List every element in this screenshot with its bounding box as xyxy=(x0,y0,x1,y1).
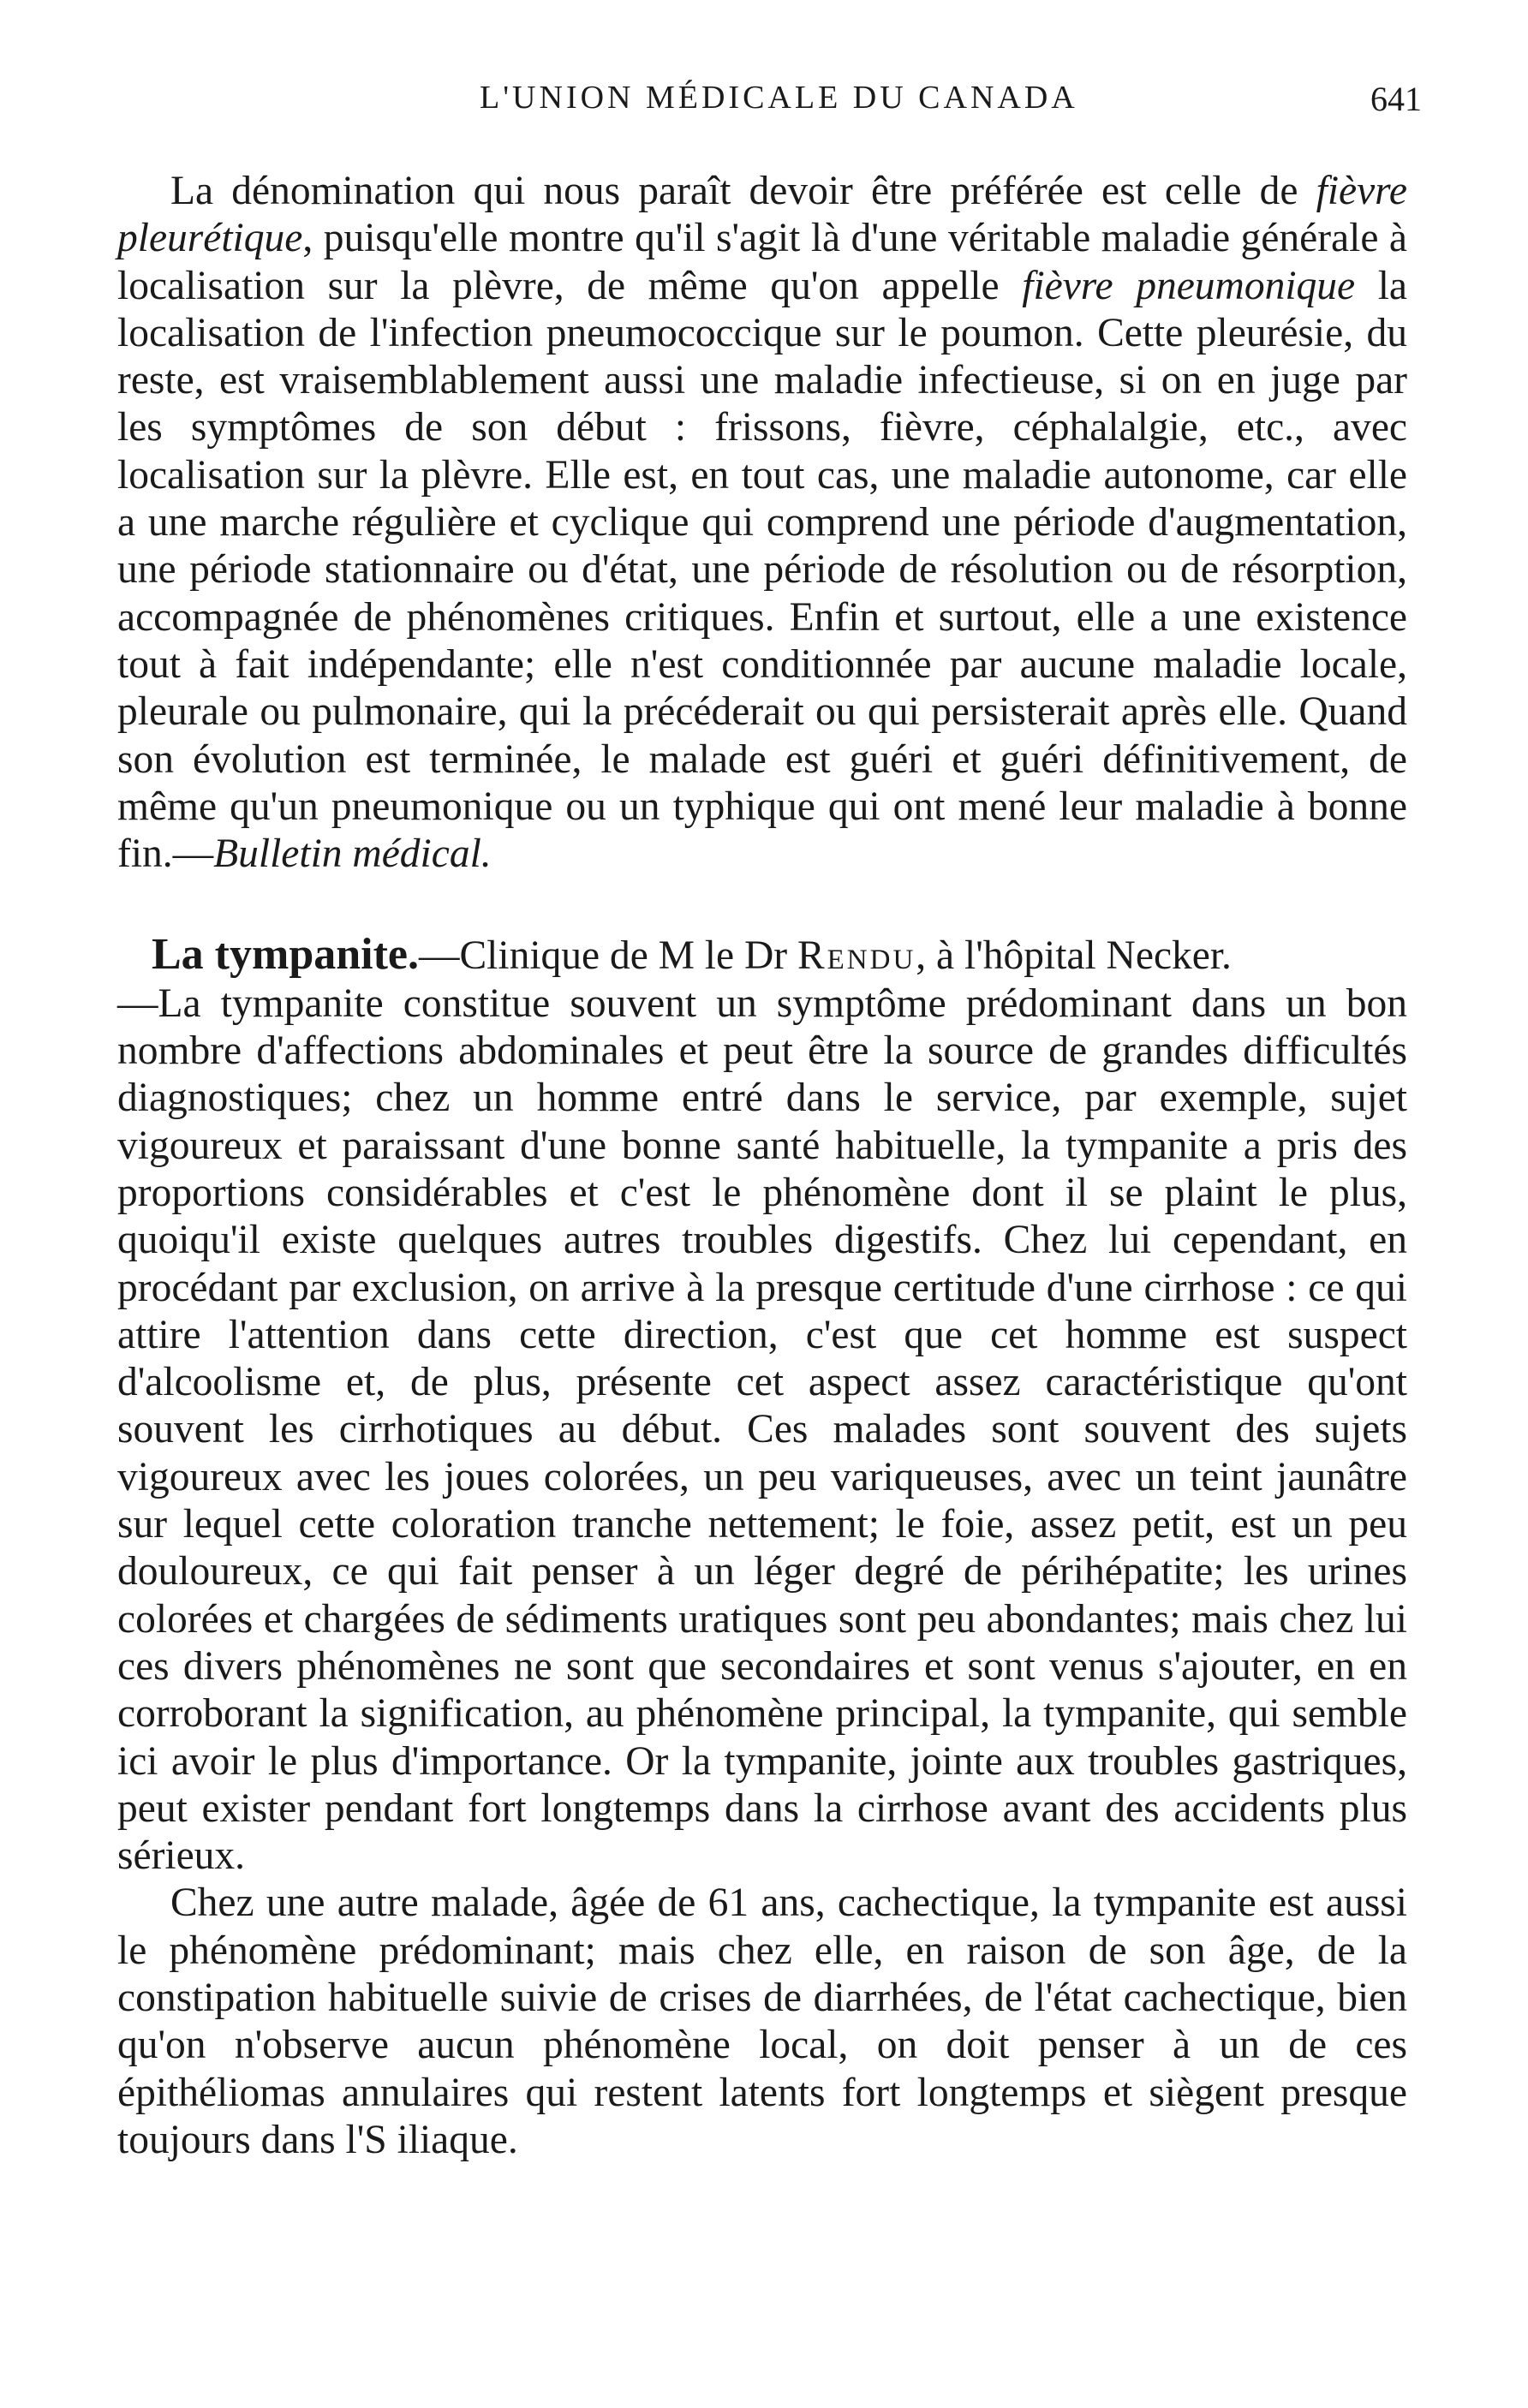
article1-text-c: la localisation de l'infection pneumococcique sur le poumon. Cette pleurésie, du reste, est vraisemblablement aussi une maladie infectieuse, si on en juge par les symptômes de son début : frissons, fièvre, céphalalgie, etc., avec localisation sur la plèvre. Elle est, en tout cas, une maladie autonome, car elle a une marche régulière et cyclique qui comprend une période d'augmentation, une période stationnaire ou d'état, une période de résolution ou de résorption, accompagnée de phénomènes critiques. Enfin et surtout, elle a une existence tout à fait indépendante; elle n'est conditionnée par aucune maladie locale, pleurale ou pulmonaire, qui la précéderait ou qui persisterait après elle. Quand son évolution est terminée, le malade est guéri et guéri définitivement, de même qu'un pneumonique ou un typhique qui ont mené leur maladie à bonne fin.— xyxy=(117,263,1408,877)
article2-paragraph-2: Chez une autre malade, âgée de 61 ans, cachectique, la tympanite est aussi le phénomène prédominant; mais chez elle, en raison de son âge, de la constipation habituelle suivie de crises de diarrhées, de l'état cachectique, bien qu'on n'observe aucun phénomène local, on doit penser à un de ces épithéliomas annulaires qui restent latents fort longtemps et siègent presque toujours dans l'S iliaque. xyxy=(117,1881,1407,2162)
article1-text-a: La dénomination qui nous paraît devoir être préférée est celle de xyxy=(170,169,1316,213)
article2-intro-b: , à l'hôpital Necker. xyxy=(916,933,1232,979)
page-header xyxy=(120,79,1422,130)
article2-title: La tympanite. xyxy=(152,930,419,980)
article1-text-b: , puisqu'elle montre qu'il s'agit là d'une véritable maladie générale à localisation sur la plèvre, de même qu'on appelle xyxy=(117,216,1407,308)
article1-source: Bulletin médical. xyxy=(213,831,492,877)
article1-paragraph xyxy=(117,168,1407,878)
page-number: 641 xyxy=(1370,80,1422,118)
article1-term-fievre-pneumonique: fièvre pneumonique xyxy=(1022,263,1356,308)
body-text xyxy=(117,168,1407,2164)
article1-term-fievre-pleuretique: fièvre pleurétique xyxy=(117,169,1407,261)
article2-author: Rendu xyxy=(797,933,916,979)
article2-paragraph-1 xyxy=(117,931,1407,1880)
article2-text-1: —La tympanite constitue souvent un symptôme prédominant dans un bon nombre d'affections abdominales et peut être la source de grandes difficultés diagnostiques; chez un homme entré dans le service, par exemple, sujet vigoureux et paraissant d'une bonne santé habituelle, la tympanite a pris des proportions considérables et c'est le phénomène dont il se plaint le plus, quoiqu'il existe quelques autres troubles digestifs. Chez lui cependant, en procédant par exclusion, on arrive à la presque certitude d'une cirrhose : ce qui attire l'attention dans cette direction, c'est que cet homme est suspect d'alcoolisme et, de plus, présente cet aspect assez caractéristique qu'ont souvent les cirrhotiques au début. Ces malades sont souvent des sujets vigoureux avec les joues colorées, un peu variqueuses, avec un teint jaunâtre sur lequel cette coloration tranche nettement; le foie, assez petit, est un peu douloureux, ce qui fait penser à un léger degré de périhépatite; les urines colorées et chargées de sédiments uratiques sont peu abondantes; mais chez lui ces divers phénomènes ne sont que secondaires et sont venus s'ajouter, en en corroborant la signification, au phénomène principal, la tympanite, qui semble ici avoir le plus d'importance. Or la tympanite, jointe aux troubles gastriques, peut exister pendant fort longtemps dans la cirrhose avant des accidents plus sérieux. xyxy=(117,980,1407,1879)
article2-section xyxy=(117,931,1407,2164)
article2-intro-a: —Clinique de M le Dr xyxy=(419,933,797,979)
running-head: L'UNION MÉDICALE DU CANADA xyxy=(480,80,1078,116)
